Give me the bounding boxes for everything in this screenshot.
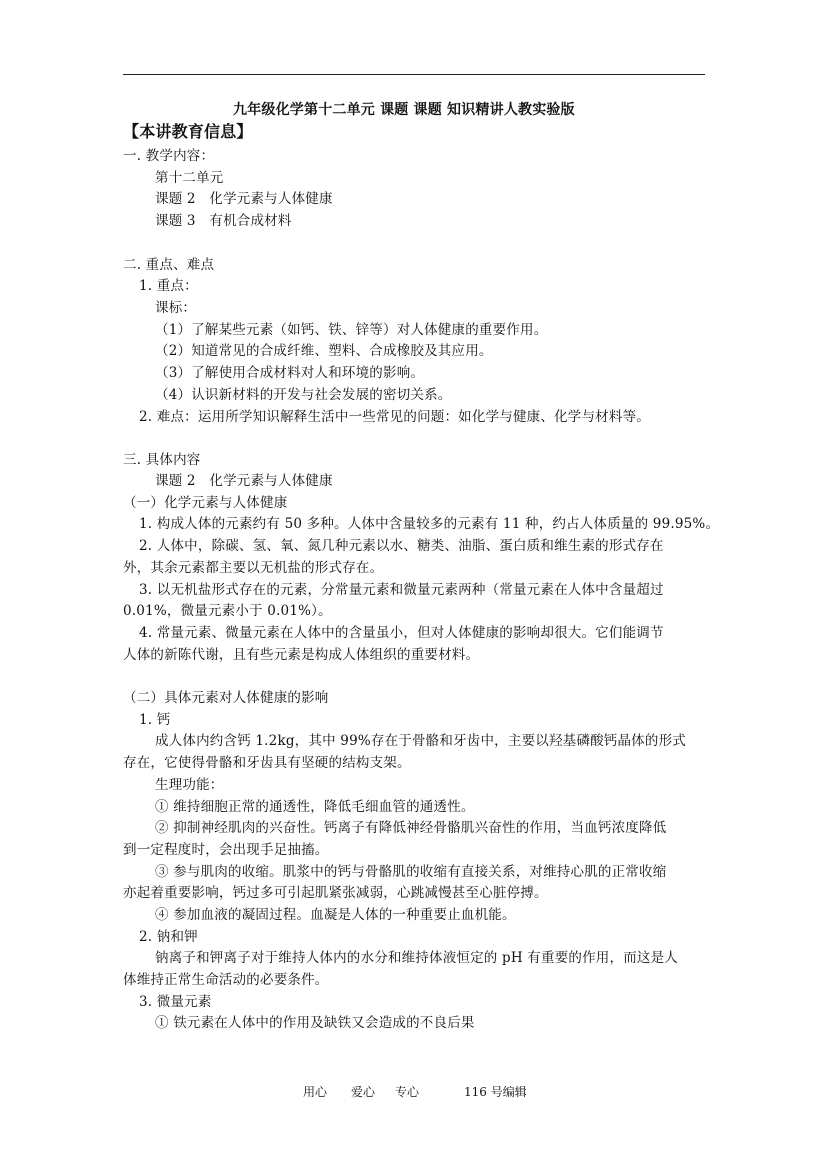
text-line: （1）了解某些元素（如钙、铁、锌等）对人体健康的重要作用。: [155, 322, 548, 338]
text-line: 4. 常量元素、微量元素在人体中的含量虽小，但对人体健康的影响却很大。它们能调节: [139, 625, 664, 641]
section-header: 【本讲教育信息】: [123, 122, 253, 141]
text-line: 1. 钙: [139, 712, 171, 728]
text-line: 到一定程度时，会出现手足抽搐。: [123, 842, 329, 858]
text-line: 2. 钠和钾: [139, 929, 198, 945]
text-line: ① 铁元素在人体中的作用及缺铁又会造成的不良后果: [155, 1015, 475, 1031]
text-line: 第十二单元: [155, 170, 224, 186]
text-line: 一. 教学内容：: [123, 148, 215, 164]
text-line: 亦起着重要影响，钙过多可引起肌紧张减弱，心跳减慢甚至心脏停搏。: [123, 885, 548, 901]
header-rule: [123, 74, 705, 75]
text-line: 二. 重点、难点: [123, 257, 215, 273]
footer-item: 爱心: [351, 1085, 376, 1099]
text-line: 外，其余元素都主要以无机盐的形式存在。: [123, 560, 384, 576]
text-line: 2. 难点：运用所学知识解释生活中一些常见的问题：如化学与健康、化学与材料等。: [139, 409, 650, 425]
text-line: （4）认识新材料的开发与社会发展的密切关系。: [155, 387, 452, 403]
text-line: 人体的新陈代谢，且有些元素是构成人体组织的重要材料。: [123, 647, 480, 663]
text-line: 0.01%，微量元素小于 0.01%）。: [123, 603, 332, 619]
text-line: ② 抑制神经肌肉的兴奋性。钙离子有降低神经骨骼肌兴奋性的作用，当血钙浓度降低: [155, 820, 667, 836]
text-line: （二）具体元素对人体健康的影响: [123, 690, 329, 706]
text-line: 1. 重点：: [139, 278, 198, 294]
text-line: 2. 人体中，除碳、氢、氧、氮几种元素以水、糖类、油脂、蛋白质和维生素的形式存在: [139, 538, 664, 554]
text-line: 课标：: [155, 300, 197, 316]
text-line: （一）化学元素与人体健康: [123, 495, 288, 511]
text-line: 三. 具体内容: [123, 452, 201, 468]
text-line: （3）了解使用合成材料对人和环境的影响。: [155, 365, 425, 381]
text-line: 成人体内约含钙 1.2kg，其中 99%存在于骨骼和牙齿中，主要以羟基磷酸钙晶体的形式: [155, 733, 686, 749]
text-line: 生理功能：: [155, 777, 224, 793]
text-line: 3. 微量元素: [139, 994, 212, 1010]
text-line: ④ 参加血液的凝固过程。血凝是人体的一种重要止血机能。: [155, 907, 516, 923]
text-line: 课题 3 有机合成材料: [155, 213, 292, 229]
footer-item: 用心: [303, 1085, 328, 1099]
footer-item: 116 号编辑: [464, 1085, 527, 1099]
text-line: （2）知道常见的合成纤维、塑料、合成橡胶及其应用。: [155, 343, 493, 359]
text-line: 体维持正常生命活动的必要条件。: [123, 972, 329, 988]
text-line: 钠离子和钾离子对于维持人体内的水分和维持体液恒定的 pH 有重要的作用，而这是人: [155, 950, 678, 966]
text-line: ① 维持细胞正常的通透性，降低毛细血管的通透性。: [155, 799, 475, 815]
text-line: 3. 以无机盐形式存在的元素，分常量元素和微量元素两种（常量元素在人体中含量超过: [139, 582, 664, 598]
document-title: 九年级化学第十二单元 课题 课题 知识精讲人教实验版: [233, 102, 575, 118]
text-line: 1. 构成人体的元素约有 50 多种。人体中含量较多的元素有 11 种，约占人体质量的 99.95%。: [139, 516, 720, 532]
text-line: 课题 2 化学元素与人体健康: [155, 473, 333, 489]
footer-item: 专心: [395, 1085, 420, 1099]
text-line: 存在，它使得骨骼和牙齿具有坚硬的结构支架。: [123, 755, 411, 771]
text-line: 课题 2 化学元素与人体健康: [155, 191, 333, 207]
text-line: ③ 参与肌肉的收缩。肌浆中的钙与骨骼肌的收缩有直接关系，对维持心肌的正常收缩: [155, 864, 667, 880]
